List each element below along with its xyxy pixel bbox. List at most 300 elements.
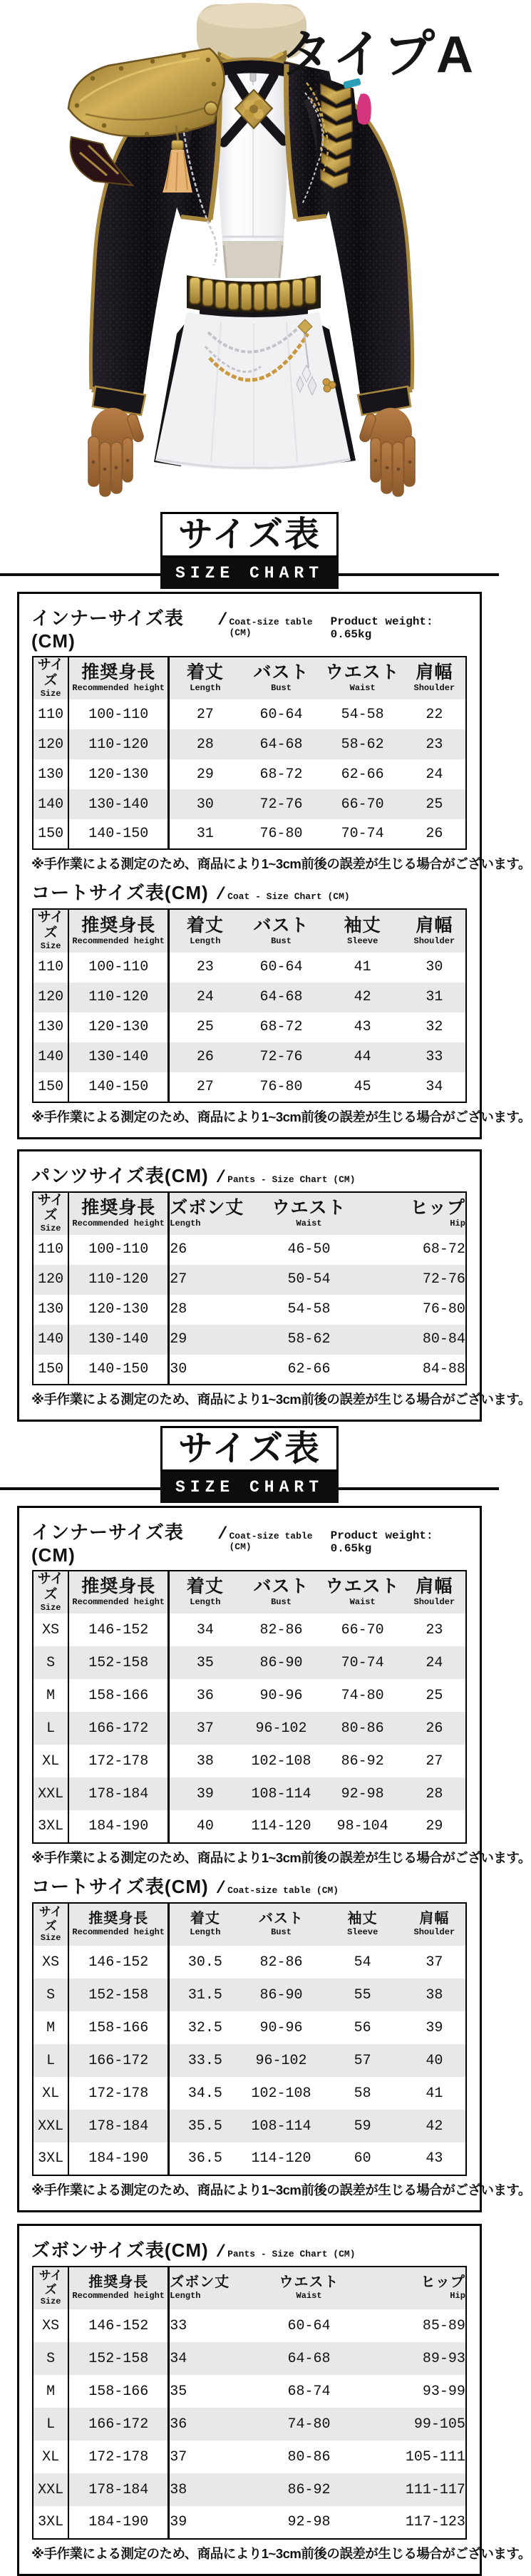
size-chart-title-en: SIZE CHART (160, 558, 339, 589)
column-header (33, 657, 68, 699)
value-cell: 120-130 (68, 1012, 169, 1042)
table-row (33, 699, 466, 729)
column-header-jp: ズボン丈 (170, 1198, 244, 1218)
value-cell: 27 (196, 706, 214, 723)
table-row (33, 789, 466, 819)
value-cell: 152-158 (68, 1646, 169, 1679)
value-cell: 33.5 (187, 2052, 222, 2069)
table-row (33, 1613, 466, 1646)
column-header-en: Waist (296, 1218, 322, 1228)
value-cell: 29 (426, 1818, 443, 1835)
size-cell: XL (33, 2441, 68, 2473)
value-cell: 96-102 (255, 1720, 307, 1737)
value-cell: 45 (354, 1078, 371, 1095)
value-cell: 29 (196, 766, 214, 783)
value-cell: 92-98 (341, 1785, 384, 1802)
column-header-jp: 袖丈 (344, 915, 381, 935)
value-cell: 68-72 (259, 766, 303, 783)
size-box-kids-pants (17, 1149, 531, 1422)
value-cell: 86-90 (259, 1986, 303, 2003)
value-cell: 24 (196, 989, 214, 1006)
value-cell: 93-99 (422, 2383, 465, 2400)
value-cell: 38 (426, 1986, 443, 2003)
value-cell: 30.5 (187, 1954, 222, 1971)
table-row (33, 1325, 466, 1355)
size-cell: 120 (33, 729, 68, 759)
column-header-jp: 肩幅 (416, 662, 453, 683)
value-cell: 111-117 (405, 2481, 465, 2498)
table-row (33, 2011, 466, 2044)
value-cell: 152-158 (68, 2342, 169, 2375)
product-weight-label: Product weight: 0.65kg (330, 1529, 433, 1555)
table-row (33, 759, 466, 789)
column-header (244, 2267, 373, 2309)
value-cell: 90-96 (259, 1687, 303, 1704)
value-cell: 37 (426, 1954, 443, 1971)
column-header-en: Bust (271, 935, 292, 946)
table-title-slash: / (217, 1524, 228, 1544)
value-cell: 80-84 (422, 1331, 465, 1348)
value-cell: 82-86 (259, 1954, 303, 1971)
column-header-jp: 推奨身長 (81, 662, 156, 683)
size-table (32, 2266, 467, 2540)
column-header-en: Size (40, 688, 61, 699)
size-table-head (33, 909, 466, 952)
size-cell: 130 (33, 1012, 68, 1042)
value-cell: 105-111 (405, 2448, 465, 2465)
header-row (33, 2267, 466, 2309)
size-box-adult-main (17, 1506, 531, 2212)
value-cell: 27 (196, 1078, 214, 1095)
column-header-jp: 肩幅 (416, 1576, 453, 1597)
column-header-jp: サイズ (37, 910, 64, 941)
value-cell: 23 (196, 959, 214, 976)
value-cell: 60-64 (287, 2317, 331, 2334)
table-title (31, 1872, 468, 1899)
value-cell: 99-105 (413, 2416, 465, 2433)
value-cell: 34 (170, 2350, 187, 2367)
value-cell: 58-62 (341, 736, 384, 753)
table-title (31, 1518, 468, 1566)
value-cell: 146-152 (68, 1946, 169, 1979)
column-header-jp: バスト (253, 662, 309, 683)
value-cell: 85-89 (422, 2317, 465, 2334)
value-cell: 24 (426, 1654, 443, 1671)
value-cell: 102-108 (251, 2085, 311, 2102)
value-cell: 68-72 (259, 1019, 303, 1036)
size-cell: 140 (33, 789, 68, 819)
kids-pants-size-table (30, 1161, 531, 1408)
value-cell: 82-86 (259, 1621, 303, 1638)
value-cell: 158-166 (68, 2011, 169, 2044)
size-cell: 110 (33, 1235, 68, 1265)
value-cell: 58 (354, 2085, 371, 2102)
value-cell: 62-66 (341, 766, 384, 783)
column-header (33, 909, 68, 952)
column-header-en: Length (190, 683, 221, 694)
table-title-jp: コートサイズ表(CM) (31, 882, 209, 904)
value-cell: 96-102 (255, 2052, 307, 2069)
column-header-jp: サイズ (38, 2269, 63, 2297)
value-cell: 158-166 (68, 2375, 169, 2408)
table-title-jp: パンツサイズ表(CM) (31, 1164, 209, 1186)
table-title-slash: / (215, 2243, 227, 2263)
size-cell: 120 (33, 1265, 68, 1295)
value-cell: 36 (170, 2416, 187, 2433)
column-header-en: Length (190, 935, 221, 946)
column-header-en: Length (170, 1218, 201, 1228)
column-header-en: Shoulder (413, 683, 455, 694)
value-cell: 76-80 (259, 826, 303, 843)
header-row (33, 657, 466, 699)
table-row (33, 1295, 466, 1325)
value-cell: 43 (426, 2150, 443, 2167)
value-cell: 24 (426, 766, 443, 783)
value-cell: 68-72 (422, 1241, 465, 1258)
table-row (33, 982, 466, 1012)
value-cell: 38 (196, 1753, 214, 1770)
column-header (322, 1903, 403, 1946)
value-cell: 57 (354, 2052, 371, 2069)
column-header (403, 909, 466, 952)
value-cell: 84-88 (422, 1360, 465, 1377)
size-chart-title-jp: サイズ表 (160, 1426, 339, 1472)
value-cell: 117-123 (405, 2514, 465, 2531)
table-title (31, 604, 468, 652)
value-cell: 54-58 (341, 706, 384, 723)
table-title-jp: ズボンサイズ表(CM) (31, 2239, 209, 2262)
column-header-en: Sleeve (347, 1927, 378, 1938)
table-title-slash: / (215, 886, 227, 905)
value-cell: 27 (170, 1271, 187, 1288)
size-table-head (33, 1903, 466, 1946)
column-header-jp: 推奨身長 (88, 1911, 149, 1927)
size-cell: S (33, 2342, 68, 2375)
value-cell: 59 (354, 2118, 371, 2135)
value-cell: 26 (170, 1241, 187, 1258)
product-weight-label: Product weight: 0.65kg (330, 615, 433, 641)
value-cell: 172-178 (68, 2077, 169, 2110)
column-header-en: Waist (296, 2291, 322, 2302)
value-cell: 31 (196, 826, 214, 843)
table-title-en: Coat-size table (CM) (229, 1530, 313, 1552)
value-cell: 166-172 (68, 1712, 169, 1745)
table-title (31, 878, 468, 905)
column-header-en: Hip (450, 1218, 465, 1228)
column-header-en: Size (40, 2297, 61, 2307)
size-cell: 130 (33, 1295, 68, 1325)
size-cell: XS (33, 2309, 68, 2342)
adult-inner-size-table (30, 1518, 531, 1867)
value-cell: 70-74 (341, 1654, 384, 1671)
column-header-jp: 推奨身長 (81, 1576, 156, 1597)
measurement-note: ※手作業による測定のため、商品により1~3cm前後の誤差が生じる場合がございます。 (31, 2182, 531, 2198)
column-header-en: Shoulder (413, 935, 455, 946)
value-cell: 35 (170, 2383, 187, 2400)
value-cell: 44 (354, 1049, 371, 1066)
value-cell: 178-184 (68, 1777, 169, 1810)
size-table-body (33, 1613, 466, 1843)
size-table-body (33, 2309, 466, 2539)
column-header-en: Size (40, 940, 61, 951)
table-row (33, 2473, 466, 2506)
size-cell: 150 (33, 1072, 68, 1102)
column-header (33, 1571, 68, 1613)
value-cell: 37 (170, 2448, 187, 2465)
column-header-jp: サイズ (37, 1571, 64, 1602)
header-row (33, 1571, 466, 1613)
value-cell: 120-130 (68, 759, 169, 789)
column-header (68, 2267, 169, 2309)
column-header-jp: 推奨身長 (81, 1198, 156, 1218)
value-cell: 110-120 (68, 1265, 169, 1295)
column-header-en: Size (40, 1223, 61, 1234)
value-cell: 166-172 (68, 2408, 169, 2441)
value-cell: 60-64 (259, 706, 303, 723)
column-header-jp: ズボン丈 (170, 2274, 230, 2291)
size-cell: S (33, 1646, 68, 1679)
column-header (240, 1571, 321, 1613)
value-cell: 158-166 (68, 1679, 169, 1712)
value-cell: 172-178 (68, 1745, 169, 1777)
size-cell: 150 (33, 819, 68, 849)
column-header-jp: 袖丈 (347, 1911, 378, 1927)
value-cell: 64-68 (287, 2350, 331, 2367)
column-header (244, 1192, 373, 1235)
size-cell: XS (33, 1613, 68, 1646)
value-cell: 140-150 (68, 819, 169, 849)
value-cell: 50-54 (287, 1271, 331, 1288)
value-cell: 60 (354, 2150, 371, 2167)
value-cell: 46-50 (287, 1241, 331, 1258)
column-header-en: Length (170, 2291, 201, 2302)
size-cell: 120 (33, 982, 68, 1012)
value-cell: 31.5 (187, 1986, 222, 2003)
size-table-head (33, 2267, 466, 2309)
column-header (403, 1903, 466, 1946)
header-row (33, 1192, 466, 1235)
table-title (31, 2236, 468, 2262)
table-row (33, 2408, 466, 2441)
value-cell: 108-114 (251, 2118, 311, 2135)
column-header-en: Recommended height (72, 1218, 165, 1228)
size-table-head (33, 1192, 466, 1235)
column-header-en: Size (40, 1933, 61, 1944)
value-cell: 68-74 (287, 2383, 331, 2400)
size-table-body (33, 953, 466, 1102)
column-header-jp: ウエスト (279, 2274, 339, 2291)
column-header-jp: バスト (253, 1576, 309, 1597)
column-header (240, 909, 321, 952)
size-cell: 140 (33, 1042, 68, 1072)
value-cell: 37 (196, 1720, 214, 1737)
value-cell: 166-172 (68, 2044, 169, 2077)
table-title-en: Coat - Size Chart (CM) (227, 891, 350, 903)
column-header-jp: 推奨身長 (88, 2274, 149, 2291)
size-cell: XXL (33, 1777, 68, 1810)
table-title-jp: インナーサイズ表(CM) (31, 607, 184, 652)
value-cell: 42 (426, 2118, 443, 2135)
table-row (33, 2375, 466, 2408)
table-row (33, 2342, 466, 2375)
size-cell: 110 (33, 699, 68, 729)
value-cell: 130-140 (68, 1325, 169, 1355)
measurement-note: ※手作業による測定のため、商品により1~3cm前後の誤差が生じる場合がございます。 (31, 1850, 531, 1866)
pink-accent (357, 93, 371, 125)
type-a-label: タイプA (280, 26, 475, 83)
value-cell: 42 (354, 989, 371, 1006)
size-table (32, 656, 467, 850)
column-header (169, 1903, 241, 1946)
column-header (169, 1192, 245, 1235)
value-cell: 60-64 (259, 959, 303, 976)
column-header-jp: バスト (253, 915, 309, 935)
column-header (169, 657, 241, 699)
measurement-note: ※手作業による測定のため、商品により1~3cm前後の誤差が生じる場合がございます。 (31, 856, 531, 872)
column-header (68, 1903, 169, 1946)
value-cell: 184-190 (68, 2143, 169, 2175)
value-cell: 30 (426, 959, 443, 976)
column-header (403, 1571, 466, 1613)
table-row (33, 1235, 466, 1265)
value-cell: 89-93 (422, 2350, 465, 2367)
table-row (33, 2143, 466, 2175)
column-header-jp: ウエスト (325, 662, 400, 683)
value-cell: 72-76 (259, 796, 303, 813)
column-header (33, 2267, 68, 2309)
table-title-slash: / (215, 1879, 227, 1899)
column-header-jp: 肩幅 (416, 915, 453, 935)
table-title-en: Pants - Size Chart (CM) (227, 2249, 356, 2260)
column-header-en: Size (40, 1602, 61, 1613)
value-cell: 26 (196, 1049, 214, 1066)
column-header (403, 657, 466, 699)
column-header-jp: 着丈 (186, 662, 224, 683)
table-title-slash: / (215, 1168, 227, 1188)
value-cell: 54-58 (287, 1301, 331, 1318)
table-row (33, 729, 466, 759)
size-table (32, 1902, 467, 2176)
value-cell: 28 (426, 1785, 443, 1802)
measurement-note: ※手作業による測定のため、商品により1~3cm前後の誤差が生じる場合がございます。 (31, 2546, 531, 2562)
table-row (33, 1042, 466, 1072)
size-cell: M (33, 2375, 68, 2408)
value-cell: 34.5 (187, 2085, 222, 2102)
value-cell: 35 (196, 1654, 214, 1671)
value-cell: 41 (354, 959, 371, 976)
column-header (373, 1192, 466, 1235)
value-cell: 22 (426, 706, 443, 723)
mannequin-waist (222, 241, 284, 278)
value-cell: 39 (426, 2019, 443, 2036)
value-cell: 90-96 (259, 2019, 303, 2036)
column-header (240, 1903, 321, 1946)
right-hand (358, 386, 415, 496)
value-cell: 40 (426, 2052, 443, 2069)
value-cell: 43 (354, 1019, 371, 1036)
value-cell: 76-80 (422, 1301, 465, 1318)
column-header-jp: 着丈 (186, 1576, 224, 1597)
value-cell: 70-74 (341, 826, 384, 843)
table-title-en: Pants - Size Chart (CM) (227, 1174, 356, 1185)
column-header (68, 1571, 169, 1613)
value-cell: 39 (196, 1785, 214, 1802)
size-cell: M (33, 1679, 68, 1712)
header-row (33, 909, 466, 952)
value-cell: 110-120 (68, 982, 169, 1012)
value-cell: 86-90 (259, 1654, 303, 1671)
column-header-jp: 着丈 (190, 1911, 220, 1927)
size-table (32, 908, 467, 1102)
value-cell: 76-80 (259, 1078, 303, 1095)
table-row (33, 1679, 466, 1712)
table-title-jp: コートサイズ表(CM) (31, 1876, 209, 1898)
column-header-jp: サイズ (37, 1192, 64, 1223)
value-cell: 66-70 (341, 1621, 384, 1638)
size-table-body (33, 1235, 466, 1385)
value-cell: 100-110 (68, 1235, 169, 1265)
column-header (322, 1571, 403, 1613)
table-row (33, 953, 466, 982)
column-header-en: Recommended height (72, 935, 165, 946)
value-cell: 102-108 (251, 1753, 311, 1770)
size-cell: S (33, 1979, 68, 2011)
table-row (33, 2044, 466, 2077)
value-cell: 140-150 (68, 1355, 169, 1385)
value-cell: 108-114 (251, 1785, 311, 1802)
value-cell: 54 (354, 1954, 371, 1971)
column-header-en: Waist (349, 683, 376, 694)
value-cell: 184-190 (68, 1810, 169, 1843)
size-table-body (33, 1946, 466, 2175)
value-cell: 80-86 (287, 2448, 331, 2465)
value-cell: 64-68 (259, 989, 303, 1006)
column-header-en: Length (190, 1597, 221, 1608)
value-cell: 25 (426, 1687, 443, 1704)
value-cell: 55 (354, 1986, 371, 2003)
size-cell: XS (33, 1946, 68, 1979)
column-header-en: Recommended height (72, 2291, 165, 2302)
value-cell: 25 (196, 1019, 214, 1036)
value-cell: 29 (170, 1331, 187, 1348)
column-header-jp: サイズ (37, 657, 64, 688)
column-header-jp: ヒップ (421, 2274, 465, 2291)
table-row (33, 1646, 466, 1679)
column-header (373, 2267, 466, 2309)
column-header-en: Waist (349, 1597, 376, 1608)
column-header-jp: 推奨身長 (81, 915, 156, 935)
value-cell: 130-140 (68, 789, 169, 819)
column-header (33, 1192, 68, 1235)
value-cell: 26 (426, 1720, 443, 1737)
column-header (68, 657, 169, 699)
value-cell: 64-68 (259, 736, 303, 753)
size-chart-title-jp: サイズ表 (160, 512, 339, 558)
table-title-slash: / (217, 611, 228, 630)
size-box-adult-pants (17, 2224, 531, 2576)
size-table-body (33, 699, 466, 849)
value-cell: 184-190 (68, 2506, 169, 2539)
size-cell: XXL (33, 2110, 68, 2143)
table-row (33, 1979, 466, 2011)
value-cell: 56 (354, 2019, 371, 2036)
size-table-head (33, 1571, 466, 1613)
table-row (33, 2077, 466, 2110)
size-cell: 3XL (33, 2506, 68, 2539)
column-header (169, 909, 241, 952)
table-row (33, 1712, 466, 1745)
table-row (33, 819, 466, 849)
